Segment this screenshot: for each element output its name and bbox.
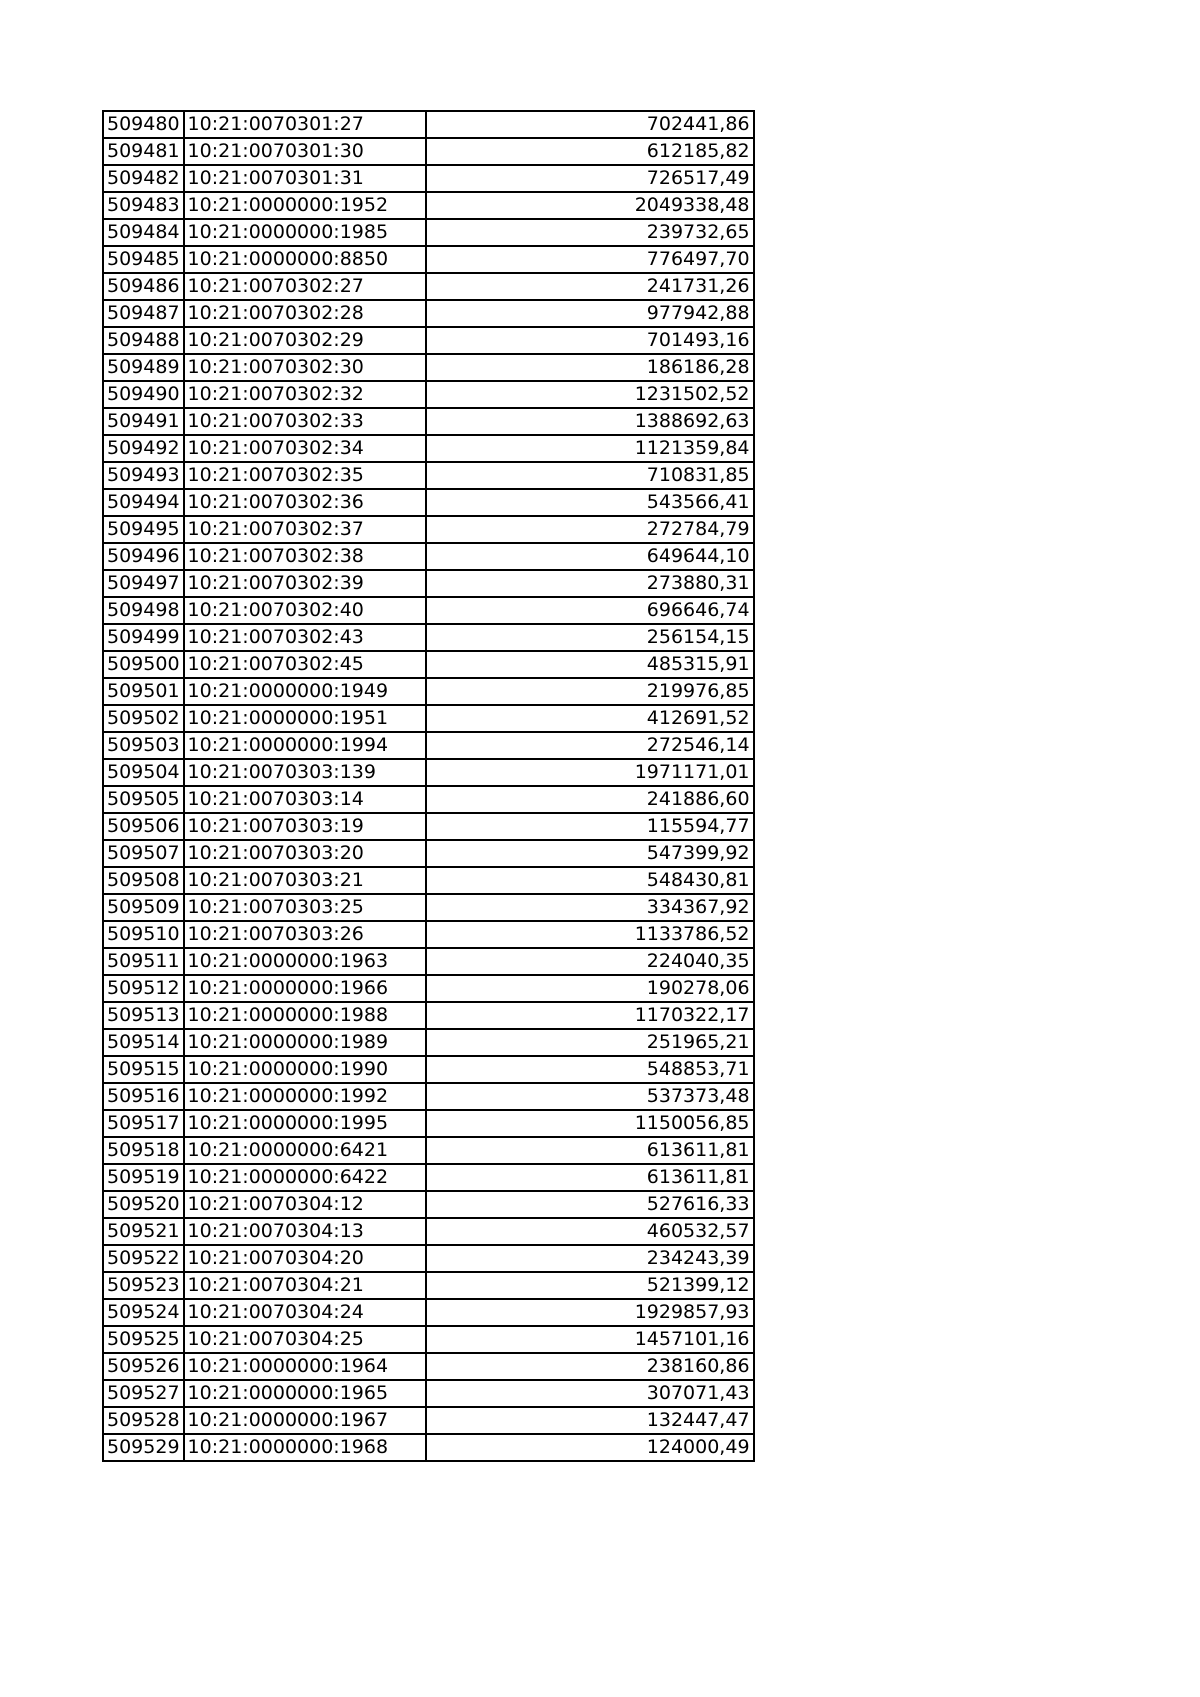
- cadastral-value-cell: 1388692,63: [426, 408, 754, 435]
- record-number-cell: 509498: [103, 597, 184, 624]
- record-number-cell: 509488: [103, 327, 184, 354]
- record-number-cell: 509487: [103, 300, 184, 327]
- cadastral-number-cell: 10:21:0070302:33: [184, 408, 426, 435]
- record-number-cell: 509483: [103, 192, 184, 219]
- table-row: [103, 1002, 754, 1029]
- table-row: [103, 705, 754, 732]
- cadastral-number-cell: 10:21:0070302:29: [184, 327, 426, 354]
- table-row: [103, 1137, 754, 1164]
- cadastral-value-cell: 239732,65: [426, 219, 754, 246]
- table-row: [103, 462, 754, 489]
- record-number-cell: 509480: [103, 111, 184, 138]
- table-row: [103, 1299, 754, 1326]
- cadastral-value-cell: 256154,15: [426, 624, 754, 651]
- record-number-cell: 509485: [103, 246, 184, 273]
- record-number-cell: 509523: [103, 1272, 184, 1299]
- cadastral-number-cell: 10:21:0000000:1966: [184, 975, 426, 1002]
- cadastral-number-cell: 10:21:0000000:1989: [184, 1029, 426, 1056]
- cadastral-value-cell: 241886,60: [426, 786, 754, 813]
- table-row: [103, 1218, 754, 1245]
- cadastral-number-cell: 10:21:0070302:37: [184, 516, 426, 543]
- record-number-cell: 509490: [103, 381, 184, 408]
- cadastral-number-cell: 10:21:0070304:12: [184, 1191, 426, 1218]
- cadastral-value-cell: 190278,06: [426, 975, 754, 1002]
- table-row: [103, 543, 754, 570]
- table-row: [103, 516, 754, 543]
- cadastral-value-cell: 527616,33: [426, 1191, 754, 1218]
- cadastral-number-cell: 10:21:0070303:26: [184, 921, 426, 948]
- cadastral-value-cell: 548430,81: [426, 867, 754, 894]
- cadastral-value-cell: 710831,85: [426, 462, 754, 489]
- record-number-cell: 509505: [103, 786, 184, 813]
- cadastral-number-cell: 10:21:0070303:19: [184, 813, 426, 840]
- cadastral-value-cell: 548853,71: [426, 1056, 754, 1083]
- table-row: [103, 1056, 754, 1083]
- cadastral-number-cell: 10:21:0000000:1965: [184, 1380, 426, 1407]
- table-row: [103, 219, 754, 246]
- table-row: [103, 1326, 754, 1353]
- record-number-cell: 509489: [103, 354, 184, 381]
- cadastral-value-cell: 1133786,52: [426, 921, 754, 948]
- table-row: [103, 273, 754, 300]
- cadastral-value-cell: 115594,77: [426, 813, 754, 840]
- cadastral-number-cell: 10:21:0070301:27: [184, 111, 426, 138]
- cadastral-value-cell: 776497,70: [426, 246, 754, 273]
- cadastral-value-cell: 726517,49: [426, 165, 754, 192]
- cadastral-value-cell: 1170322,17: [426, 1002, 754, 1029]
- record-number-cell: 509527: [103, 1380, 184, 1407]
- table-row: [103, 354, 754, 381]
- cadastral-number-cell: 10:21:0070302:27: [184, 273, 426, 300]
- table-row: [103, 1083, 754, 1110]
- cadastral-number-cell: 10:21:0070301:31: [184, 165, 426, 192]
- cadastral-number-cell: 10:21:0070304:21: [184, 1272, 426, 1299]
- table-row: [103, 300, 754, 327]
- table-row: [103, 138, 754, 165]
- cadastral-number-cell: 10:21:0070304:24: [184, 1299, 426, 1326]
- cadastral-value-cell: 238160,86: [426, 1353, 754, 1380]
- record-number-cell: 509529: [103, 1434, 184, 1461]
- cadastral-value-cell: 241731,26: [426, 273, 754, 300]
- record-number-cell: 509508: [103, 867, 184, 894]
- record-number-cell: 509509: [103, 894, 184, 921]
- table-row: [103, 651, 754, 678]
- table-row: [103, 921, 754, 948]
- cadastral-number-cell: 10:21:0070304:25: [184, 1326, 426, 1353]
- table-row: [103, 624, 754, 651]
- cadastral-value-cell: 696646,74: [426, 597, 754, 624]
- table-row: [103, 759, 754, 786]
- cadastral-number-cell: 10:21:0000000:1988: [184, 1002, 426, 1029]
- cadastral-number-cell: 10:21:0070302:43: [184, 624, 426, 651]
- cadastral-value-cell: 485315,91: [426, 651, 754, 678]
- cadastral-number-cell: 10:21:0070302:34: [184, 435, 426, 462]
- cadastral-number-cell: 10:21:0070302:45: [184, 651, 426, 678]
- record-number-cell: 509500: [103, 651, 184, 678]
- table-row: [103, 1272, 754, 1299]
- cadastral-number-cell: 10:21:0000000:6421: [184, 1137, 426, 1164]
- table-row: [103, 1191, 754, 1218]
- cadastral-number-cell: 10:21:0070302:28: [184, 300, 426, 327]
- record-number-cell: 509528: [103, 1407, 184, 1434]
- record-number-cell: 509492: [103, 435, 184, 462]
- table-row: [103, 327, 754, 354]
- table-row: [103, 597, 754, 624]
- cadastral-number-cell: 10:21:0070303:14: [184, 786, 426, 813]
- record-number-cell: 509502: [103, 705, 184, 732]
- table-row: [103, 840, 754, 867]
- cadastral-value-cell: 307071,43: [426, 1380, 754, 1407]
- table-row: [103, 1164, 754, 1191]
- table-row: [103, 894, 754, 921]
- cadastral-number-cell: 10:21:0000000:1985: [184, 219, 426, 246]
- table-row: [103, 948, 754, 975]
- cadastral-value-table: [102, 110, 755, 1462]
- record-number-cell: 509481: [103, 138, 184, 165]
- record-number-cell: 509503: [103, 732, 184, 759]
- cadastral-number-cell: 10:21:0070302:39: [184, 570, 426, 597]
- cadastral-value-cell: 272546,14: [426, 732, 754, 759]
- record-number-cell: 509499: [103, 624, 184, 651]
- table-row: [103, 678, 754, 705]
- cadastral-value-cell: 1231502,52: [426, 381, 754, 408]
- cadastral-value-cell: 234243,39: [426, 1245, 754, 1272]
- cadastral-value-cell: 412691,52: [426, 705, 754, 732]
- table-row: [103, 786, 754, 813]
- table-row: [103, 1245, 754, 1272]
- record-number-cell: 509497: [103, 570, 184, 597]
- table-row: [103, 1407, 754, 1434]
- cadastral-value-cell: 132447,47: [426, 1407, 754, 1434]
- table-row: [103, 111, 754, 138]
- table-row: [103, 867, 754, 894]
- record-number-cell: 509482: [103, 165, 184, 192]
- cadastral-value-cell: 186186,28: [426, 354, 754, 381]
- cadastral-number-cell: 10:21:0000000:1990: [184, 1056, 426, 1083]
- cadastral-number-cell: 10:21:0000000:1951: [184, 705, 426, 732]
- cadastral-value-cell: 1929857,93: [426, 1299, 754, 1326]
- cadastral-value-cell: 537373,48: [426, 1083, 754, 1110]
- record-number-cell: 509504: [103, 759, 184, 786]
- cadastral-number-cell: 10:21:0070302:40: [184, 597, 426, 624]
- cadastral-value-cell: 613611,81: [426, 1137, 754, 1164]
- record-number-cell: 509512: [103, 975, 184, 1002]
- cadastral-number-cell: 10:21:0000000:1994: [184, 732, 426, 759]
- record-number-cell: 509521: [103, 1218, 184, 1245]
- table-body: [103, 111, 754, 1461]
- cadastral-number-cell: 10:21:0070302:36: [184, 489, 426, 516]
- cadastral-number-cell: 10:21:0070301:30: [184, 138, 426, 165]
- record-number-cell: 509513: [103, 1002, 184, 1029]
- record-number-cell: 509525: [103, 1326, 184, 1353]
- table-row: [103, 1029, 754, 1056]
- record-number-cell: 509526: [103, 1353, 184, 1380]
- record-number-cell: 509486: [103, 273, 184, 300]
- record-number-cell: 509514: [103, 1029, 184, 1056]
- record-number-cell: 509507: [103, 840, 184, 867]
- table-row: [103, 408, 754, 435]
- record-number-cell: 509491: [103, 408, 184, 435]
- record-number-cell: 509518: [103, 1137, 184, 1164]
- record-number-cell: 509511: [103, 948, 184, 975]
- table-row: [103, 192, 754, 219]
- cadastral-number-cell: 10:21:0070303:25: [184, 894, 426, 921]
- record-number-cell: 509520: [103, 1191, 184, 1218]
- record-number-cell: 509495: [103, 516, 184, 543]
- cadastral-number-cell: 10:21:0000000:1963: [184, 948, 426, 975]
- record-number-cell: 509522: [103, 1245, 184, 1272]
- record-number-cell: 509517: [103, 1110, 184, 1137]
- table-row: [103, 813, 754, 840]
- cadastral-value-cell: 1121359,84: [426, 435, 754, 462]
- record-number-cell: 509524: [103, 1299, 184, 1326]
- record-number-cell: 509494: [103, 489, 184, 516]
- cadastral-value-cell: 224040,35: [426, 948, 754, 975]
- cadastral-number-cell: 10:21:0000000:1968: [184, 1434, 426, 1461]
- cadastral-number-cell: 10:21:0000000:1992: [184, 1083, 426, 1110]
- cadastral-value-cell: 613611,81: [426, 1164, 754, 1191]
- cadastral-value-cell: 701493,16: [426, 327, 754, 354]
- cadastral-value-cell: 334367,92: [426, 894, 754, 921]
- cadastral-value-cell: 124000,49: [426, 1434, 754, 1461]
- table-row: [103, 1434, 754, 1461]
- record-number-cell: 509484: [103, 219, 184, 246]
- cadastral-number-cell: 10:21:0000000:1967: [184, 1407, 426, 1434]
- table-row: [103, 570, 754, 597]
- record-number-cell: 509516: [103, 1083, 184, 1110]
- cadastral-value-cell: 649644,10: [426, 543, 754, 570]
- table-row: [103, 1353, 754, 1380]
- cadastral-value-cell: 460532,57: [426, 1218, 754, 1245]
- table-row: [103, 165, 754, 192]
- cadastral-value-cell: 1457101,16: [426, 1326, 754, 1353]
- record-number-cell: 509496: [103, 543, 184, 570]
- table-row: [103, 246, 754, 273]
- cadastral-value-cell: 612185,82: [426, 138, 754, 165]
- cadastral-value-cell: 521399,12: [426, 1272, 754, 1299]
- cadastral-value-cell: 219976,85: [426, 678, 754, 705]
- record-number-cell: 509506: [103, 813, 184, 840]
- table-row: [103, 435, 754, 462]
- record-number-cell: 509501: [103, 678, 184, 705]
- cadastral-number-cell: 10:21:0000000:8850: [184, 246, 426, 273]
- cadastral-value-cell: 251965,21: [426, 1029, 754, 1056]
- cadastral-number-cell: 10:21:0070302:30: [184, 354, 426, 381]
- table-row: [103, 381, 754, 408]
- cadastral-number-cell: 10:21:0000000:6422: [184, 1164, 426, 1191]
- record-number-cell: 509493: [103, 462, 184, 489]
- cadastral-number-cell: 10:21:0070302:35: [184, 462, 426, 489]
- cadastral-number-cell: 10:21:0000000:1995: [184, 1110, 426, 1137]
- cadastral-value-cell: 2049338,48: [426, 192, 754, 219]
- cadastral-value-cell: 702441,86: [426, 111, 754, 138]
- record-number-cell: 509510: [103, 921, 184, 948]
- cadastral-value-cell: 977942,88: [426, 300, 754, 327]
- table-row: [103, 1380, 754, 1407]
- cadastral-number-cell: 10:21:0070302:32: [184, 381, 426, 408]
- cadastral-number-cell: 10:21:0000000:1964: [184, 1353, 426, 1380]
- cadastral-value-cell: 547399,92: [426, 840, 754, 867]
- cadastral-value-cell: 1971171,01: [426, 759, 754, 786]
- cadastral-value-cell: 273880,31: [426, 570, 754, 597]
- cadastral-value-cell: 1150056,85: [426, 1110, 754, 1137]
- cadastral-number-cell: 10:21:0070304:13: [184, 1218, 426, 1245]
- cadastral-value-cell: 543566,41: [426, 489, 754, 516]
- cadastral-number-cell: 10:21:0000000:1952: [184, 192, 426, 219]
- cadastral-number-cell: 10:21:0070303:20: [184, 840, 426, 867]
- table-row: [103, 732, 754, 759]
- cadastral-number-cell: 10:21:0070302:38: [184, 543, 426, 570]
- cadastral-number-cell: 10:21:0070303:21: [184, 867, 426, 894]
- cadastral-number-cell: 10:21:0070303:139: [184, 759, 426, 786]
- record-number-cell: 509515: [103, 1056, 184, 1083]
- cadastral-number-cell: 10:21:0070304:20: [184, 1245, 426, 1272]
- record-number-cell: 509519: [103, 1164, 184, 1191]
- table-row: [103, 975, 754, 1002]
- cadastral-value-cell: 272784,79: [426, 516, 754, 543]
- table-row: [103, 489, 754, 516]
- cadastral-number-cell: 10:21:0000000:1949: [184, 678, 426, 705]
- table-row: [103, 1110, 754, 1137]
